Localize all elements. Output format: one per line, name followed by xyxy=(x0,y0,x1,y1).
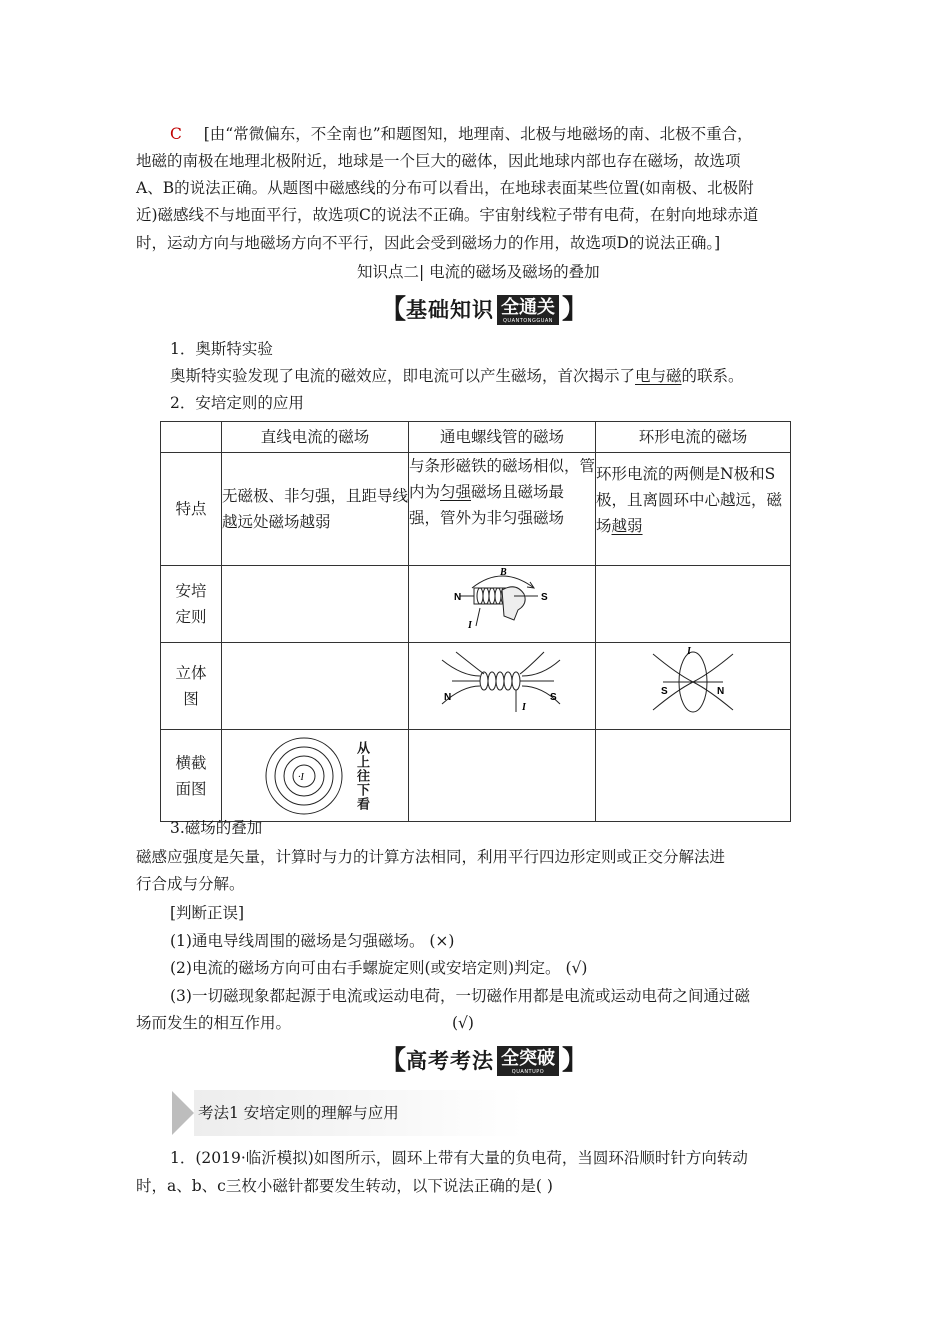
banner-title: 基础知识 xyxy=(406,298,495,322)
banner-exam-methods xyxy=(380,1045,588,1077)
judge-item-1: (1)通电导线周围的磁场是匀强磁场。 (×) xyxy=(170,932,455,950)
solenoid-3d-diagram xyxy=(432,646,572,718)
cross-solenoid-cell xyxy=(409,730,596,822)
col-header-ring: 环形电流的磁场 xyxy=(596,422,791,453)
3d-solenoid-cell xyxy=(409,643,596,730)
solenoid-s-label: S xyxy=(541,592,548,603)
solenoid-hand-diagram xyxy=(442,566,562,634)
solenoid-b-label: B xyxy=(500,567,507,578)
item3-line-2: 行合成与分解。 xyxy=(136,875,245,893)
banner-left-bracket: 【 xyxy=(380,295,407,325)
col-header-straight: 直线电流的磁场 xyxy=(222,422,409,453)
row-label-cross: 横截 面图 xyxy=(161,730,222,822)
item3-heading: 3.磁场的叠加 xyxy=(170,819,263,837)
ring-3d-diagram xyxy=(633,644,753,720)
badge2-sub: QUANTUPO xyxy=(511,1068,545,1075)
table-header-row xyxy=(161,422,791,453)
feature-solenoid-a: 与条形磁铁的磁场相似，管内为 xyxy=(409,457,596,501)
answer-line-4: 近)磁感线不与地面平行，故选项C的说法不正确。宇宙射线粒子带有电荷，在射向地球赤道 xyxy=(136,206,759,224)
method1-label: 考法1 安培定则的理解与应用 xyxy=(198,1104,399,1122)
feature-solenoid-b: 磁场且磁场最强，管外为非匀强磁场 xyxy=(409,483,565,527)
answer-text-1: [由“常微偏东，不全南也”和题图知，地理南、北极与地磁场的南、北极不重合， xyxy=(203,125,753,143)
banner2-title: 高考考法 xyxy=(406,1049,495,1073)
table-row-feature xyxy=(161,453,791,566)
feature-solenoid-underlined: 匀强 xyxy=(440,483,472,501)
solenoid-i-label: I xyxy=(468,620,472,631)
table-row-3d xyxy=(161,643,791,730)
item1-text-after: 的联系。 xyxy=(681,367,744,385)
banner2-left-bracket: 【 xyxy=(380,1046,407,1076)
feature-ring-a: 环形电流的两侧是N极和S极，且离圆环中心越远，磁场 xyxy=(596,465,783,535)
item1-heading: 1．奥斯特实验 xyxy=(170,340,273,358)
3d-straight-cell xyxy=(222,643,409,730)
ring3d-i-label: I xyxy=(687,646,691,657)
answer-line-5: 时，运动方向与地磁场方向不平行，因此会受到磁场力的作用，故选项D的说法正确。] xyxy=(136,234,721,252)
ampere-ring-cell xyxy=(596,566,791,643)
answer-line-1 xyxy=(170,124,753,144)
table-row-cross xyxy=(161,730,791,822)
ampere-straight-cell xyxy=(222,566,409,643)
item3-line-1: 磁感应强度是矢量，计算时与力的计算方法相同，利用平行四边形定则或正交分解法进 xyxy=(136,848,726,866)
ampere-solenoid-cell xyxy=(409,566,596,643)
banner2-right-bracket: 】 xyxy=(562,1046,589,1076)
feature-straight: 无磁极、非匀强，且距导线越远处磁场越弱 xyxy=(222,453,409,566)
solenoid3d-i-label: I xyxy=(522,702,526,713)
banner-right-bracket: 】 xyxy=(562,295,589,325)
row-label-3d: 立体 图 xyxy=(161,643,222,730)
item1-text xyxy=(170,366,744,386)
banner-basic-knowledge xyxy=(380,294,588,326)
item1-text-before: 奥斯特实验发现了电流的磁效应，即电流可以产生磁场，首次揭示了 xyxy=(170,367,636,385)
question1-line-2: 时，a、b、c三枚小磁针都要发生转动，以下说法正确的是( ) xyxy=(136,1177,553,1195)
judge-item-3-cont: 场而发生的相互作用。 xyxy=(136,1014,292,1032)
cross-section-caption: 从上往下看 xyxy=(354,740,369,811)
cross-ring-cell xyxy=(596,730,791,822)
table-row-ampere xyxy=(161,566,791,643)
judge-item-2: (2)电流的磁场方向可由右手螺旋定则(或安培定则)判定。 (√) xyxy=(170,959,588,977)
solenoid3d-n-label: N xyxy=(444,692,452,703)
cross-straight-cell xyxy=(222,730,409,822)
3d-ring-cell xyxy=(596,643,791,730)
judge-item-3: (3)一切磁现象都起源于电流或运动电荷，一切磁作用都是电流或运动电荷之间通过磁 xyxy=(170,987,750,1005)
solenoid-n-label: N xyxy=(454,592,462,603)
concentric-field-diagram xyxy=(262,734,346,818)
ring3d-n-label: N xyxy=(717,686,725,697)
badge-main: 全通关 xyxy=(501,296,556,318)
answer-line-3: A、B的说法正确。从题图中磁感线的分布可以看出，在地球表面某些位置(如南极、北极附 xyxy=(136,179,754,197)
cross-center-label: ·I xyxy=(298,771,304,783)
section-title: 知识点二| 电流的磁场及磁场的叠加 xyxy=(357,263,600,281)
banner2-badge xyxy=(497,1046,559,1076)
col-header-solenoid: 通电螺线管的磁场 xyxy=(409,422,596,453)
judge-item-3-mark: (√) xyxy=(452,1014,474,1032)
feature-solenoid xyxy=(409,453,596,566)
answer-letter: C xyxy=(170,125,182,143)
question1-line-1: 1．(2019·临沂模拟)如图所示，圆环上带有大量的负电荷，当圆环沿顺时针方向转动 xyxy=(170,1149,748,1167)
banner-badge xyxy=(497,295,559,325)
row-label-ampere: 安培 定则 xyxy=(161,566,222,643)
badge-sub: QUANTONGGUAN xyxy=(502,317,554,324)
item1-text-underlined: 电与磁 xyxy=(635,367,682,385)
item2-heading: 2．安培定则的应用 xyxy=(170,394,304,412)
row-label-feature: 特点 xyxy=(161,453,222,566)
answer-line-2: 地磁的南极在地理北极附近，地球是一个巨大的磁体，因此地球内部也存在磁场，故选项 xyxy=(136,152,741,170)
ampere-rule-table xyxy=(160,421,791,822)
judge-heading: [判断正误] xyxy=(170,904,245,922)
badge2-main: 全突破 xyxy=(501,1047,556,1069)
feature-ring-underlined: 越弱 xyxy=(611,517,643,535)
ring3d-s-label: S xyxy=(661,686,668,697)
solenoid3d-s-label: S xyxy=(550,692,557,703)
table-header-empty xyxy=(161,422,222,453)
feature-ring xyxy=(596,453,791,566)
method-arrow-icon xyxy=(172,1091,194,1135)
